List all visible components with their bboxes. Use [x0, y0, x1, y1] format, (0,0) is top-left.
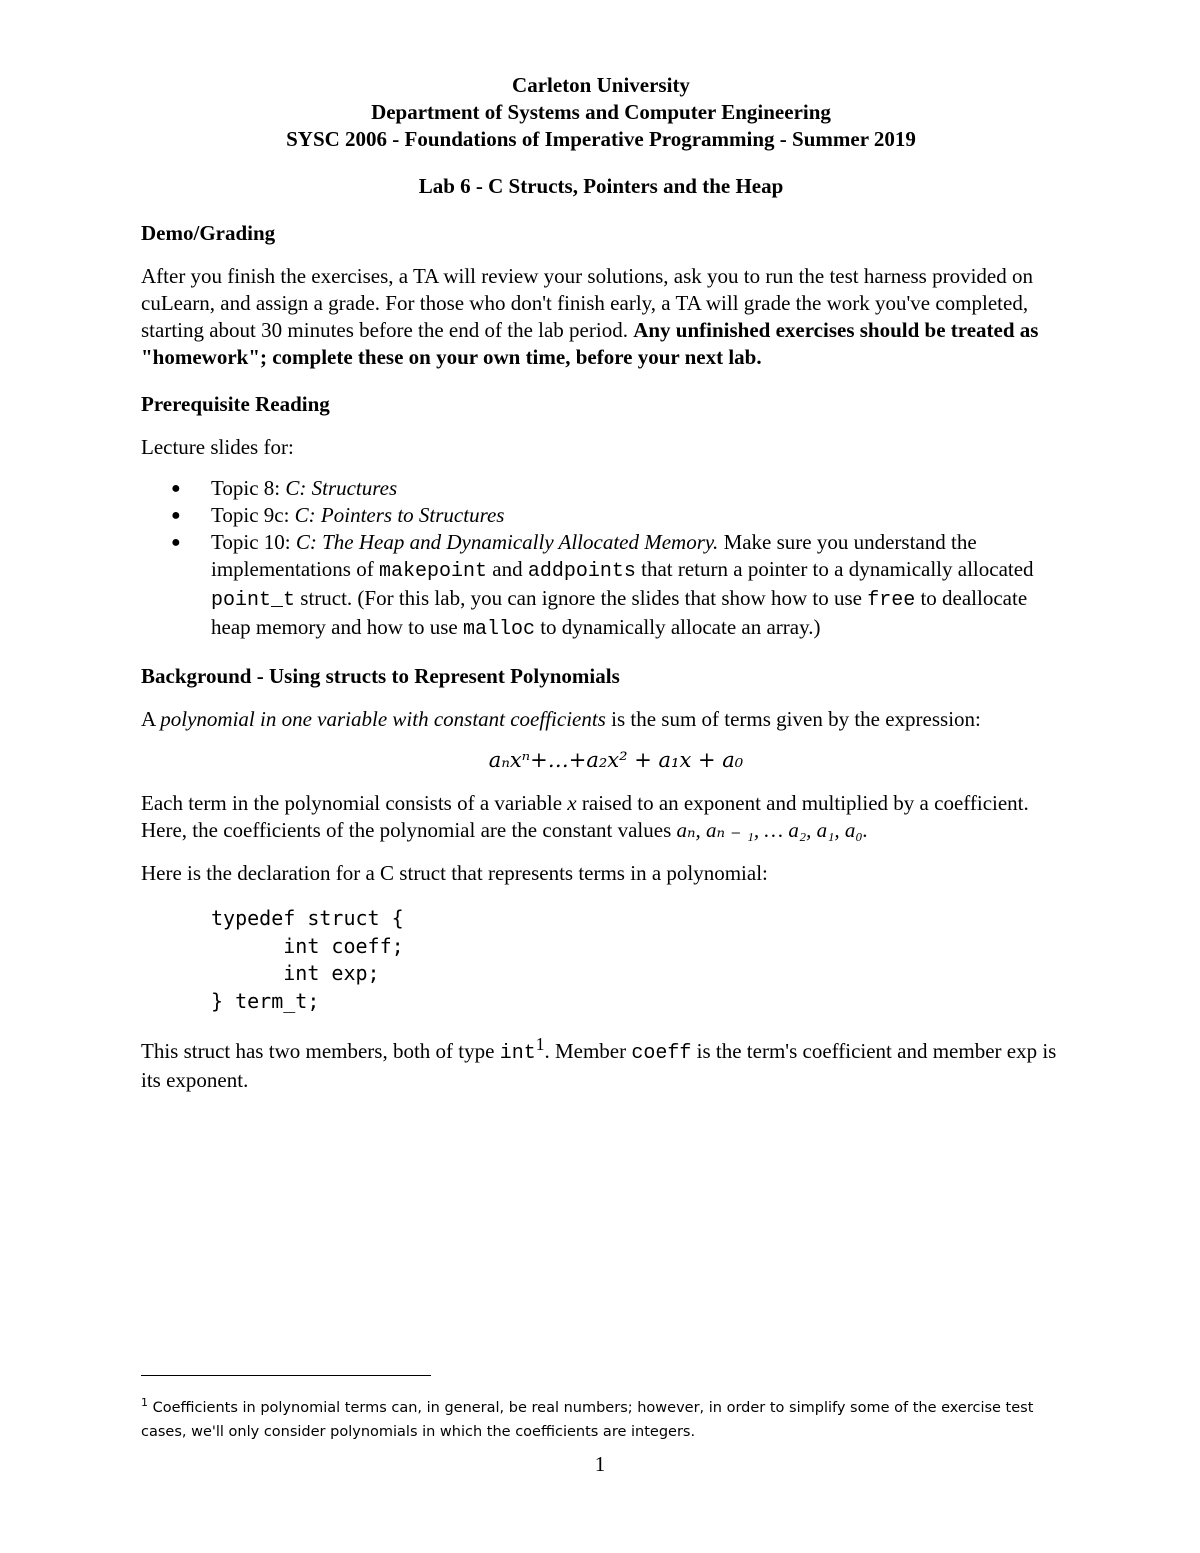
code-makepoint: makepoint [378, 560, 488, 583]
bullet-icon: ● [171, 534, 181, 551]
prereq-intro: Lecture slides for: [141, 435, 294, 459]
code-malloc: malloc [462, 618, 535, 641]
demo-paragraph [141, 263, 1061, 371]
department-name: Department of Systems and Computer Engineering [371, 100, 831, 124]
topic-prefix: Topic 9c: [211, 503, 295, 527]
list-item [171, 529, 1061, 643]
footnote-divider [141, 1375, 431, 1376]
demo-text: After you finish the exercises, a TA will review your solutions, ask you to run the test harness provided on cuLearn, and assign a grade. For those who don't finish early, a TA will grade the work you've completed, starting about 30 minutes before the end of the lab period. [141, 264, 1034, 342]
topic-text: Make sure you understand the implementations of [211, 530, 977, 581]
page-number: 1 [594, 1452, 606, 1476]
background-paragraph-2 [141, 790, 1061, 844]
text-run: . Member [544, 1039, 632, 1063]
text-run: A [141, 707, 161, 731]
demo-heading: Demo/Grading [141, 221, 276, 245]
lab-title: Lab 6 - C Structs, Pointers and the Heap [418, 174, 784, 198]
text-run: raised to an exponent and multiplied by a coefficient. Here, the coefficients of the polynomial are the constant values [141, 791, 1029, 842]
text-run: is the sum of terms given by the expression: [605, 707, 981, 731]
topic-title: C: Pointers to Structures [294, 503, 505, 527]
variable-x: x [567, 791, 577, 815]
footnote [141, 1391, 1061, 1444]
code-coeff: coeff [631, 1042, 692, 1065]
topic-title: C: The Heap and Dynamically Allocated Memory. [295, 530, 719, 554]
bullet-icon: ● [171, 480, 181, 497]
course-title: SYSC 2006 - Foundations of Imperative Programming - Summer 2019 [286, 127, 916, 151]
footnote-marker: 1 [141, 1396, 148, 1409]
demo-bold-text: Any unfinished exercises should be treated as "homework"; complete these on your own time, before your next lab. [141, 318, 1039, 369]
code-int: int [499, 1042, 536, 1065]
code-addpoints: addpoints [527, 560, 636, 583]
topic-text: struct. (For this lab, you can ignore the slides that show how to use [295, 586, 868, 610]
university-name: Carleton University [512, 73, 690, 97]
text-run: This struct has two members, both of type [141, 1039, 500, 1063]
bullet-icon: ● [171, 507, 181, 524]
list-item [171, 475, 1061, 502]
page-content [141, 72, 1061, 1094]
background-heading: Background - Using structs to Represent Polynomials [141, 664, 620, 688]
coefficient-list: aₙ, aₙ ₋ ₁, … a₂, a₁, a₀. [676, 818, 868, 842]
polynomial-formula: aₙxⁿ+…+a₂x² + a₁x + a₀ [488, 748, 744, 772]
footnote-text: Coefficients in polynomial terms can, in general, be real numbers; however, in order to simplify some of the exercise test cases, we'll only consider polynomials in which the coefficients are integers. [141, 1399, 1034, 1440]
topic-text: and [487, 557, 528, 581]
code-free: free [867, 589, 916, 612]
code-point-t: point_t [211, 589, 296, 612]
topic-prefix: Topic 8: [211, 476, 286, 500]
background-paragraph-3: Here is the declaration for a C struct that represents terms in a polynomial: [141, 861, 768, 885]
topic-text: that return a pointer to a dynamically allocated [635, 557, 1034, 581]
background-paragraph-4 [141, 1031, 1061, 1094]
footnote-ref: 1 [535, 1034, 545, 1054]
code-block: typedef struct { int coeff; int exp; } term_t; [211, 906, 404, 1013]
prereq-heading: Prerequisite Reading [141, 392, 330, 416]
topic-title: C: Structures [285, 476, 398, 500]
text-run: Each term in the polynomial consists of a variable [141, 791, 568, 815]
document-header [141, 72, 1061, 153]
topic-prefix: Topic 10: [211, 530, 296, 554]
topic-text: to deallocate heap memory and how to use [211, 586, 1028, 639]
topic-text: to dynamically allocate an array.) [534, 615, 821, 639]
list-item [171, 502, 1061, 529]
topics-list [141, 475, 1061, 643]
polynomial-definition: polynomial in one variable with constant coefficients [160, 707, 606, 731]
text-run: is the term's coefficient and member exp is its exponent. [141, 1039, 1057, 1092]
background-paragraph-1 [141, 706, 1061, 733]
